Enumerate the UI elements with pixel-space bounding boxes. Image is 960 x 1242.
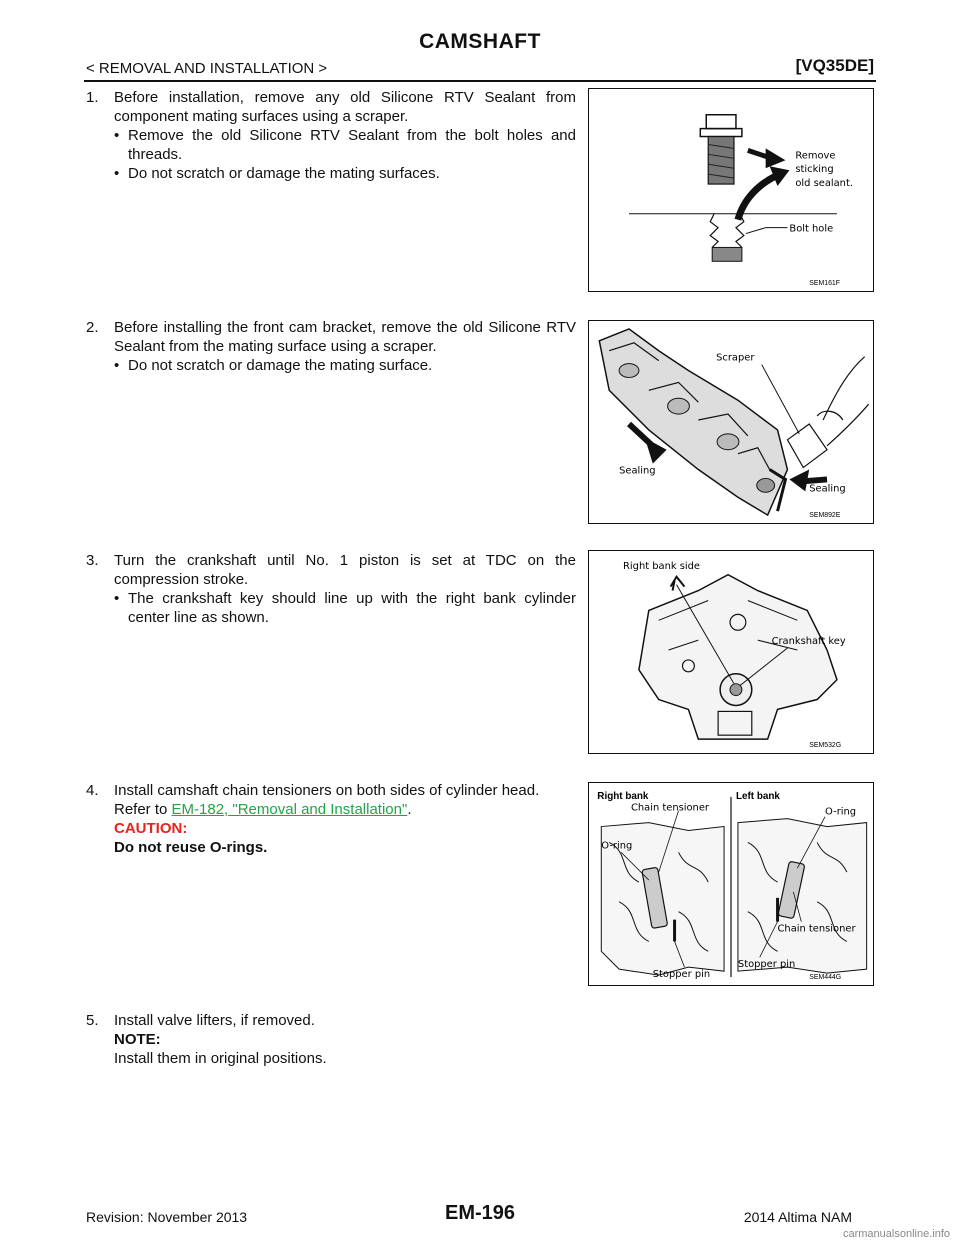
figure-cam-bracket <box>588 320 874 524</box>
step-4 <box>86 781 576 857</box>
refer-line: Refer to EM-182, "Removal and Installation". <box>114 801 412 818</box>
label-right-bank-side: Right bank side <box>623 560 701 572</box>
label-crankshaft-key: Crankshaft key <box>771 636 846 648</box>
cam-bracket-illustration <box>589 321 873 523</box>
figure-code: SEM532G <box>809 742 842 750</box>
step-number: 1. <box>86 89 99 106</box>
bullet-item: • Do not scratch or damage the mating surface. <box>114 357 433 374</box>
label-sticking: sticking <box>795 164 834 176</box>
section-label: < REMOVAL AND INSTALLATION > <box>86 60 328 77</box>
caution-label: CAUTION: <box>114 820 188 837</box>
label-chain-tensioner-left: Chain tensioner <box>777 923 856 935</box>
step-text: Install camshaft chain tensioners on both sides of cylinder head. <box>114 782 540 799</box>
step-text: Before installation, remove any old Silicone RTV Sealant from component mating surfaces using a scraper. <box>114 89 576 125</box>
bullet-item: • Remove the old Silicone RTV Sealant from the bolt holes and threads. <box>114 127 576 163</box>
label-sealing-left: Sealing <box>619 465 656 477</box>
label-scraper: Scraper <box>716 352 755 364</box>
step-5 <box>86 1011 576 1068</box>
label-old-sealant: old sealant. <box>795 178 853 190</box>
ref-link[interactable]: EM-182, "Removal and Installation" <box>171 801 408 818</box>
bullet-item: • The crankshaft key should line up with the right bank cylinder center line as shown. <box>114 590 576 626</box>
bullet-item: • Do not scratch or damage the mating surfaces. <box>114 165 440 182</box>
figure-crankshaft-key <box>588 550 874 754</box>
model-name: 2014 Altima NAM <box>743 1209 852 1225</box>
figure-code: SEM444G <box>809 974 842 982</box>
step-text: Install valve lifters, if removed. <box>114 1012 315 1029</box>
label-right-bank: Right bank <box>597 790 649 802</box>
engine-code: [VQ35DE] <box>795 56 874 75</box>
revision-date: Revision: November 2013 <box>86 1209 248 1225</box>
label-stopper-pin-right: Stopper pin <box>652 969 711 981</box>
note-label: NOTE: <box>114 1031 161 1048</box>
step-number: 3. <box>86 552 99 569</box>
page-number: EM-196 <box>444 1202 516 1224</box>
step-1 <box>86 88 576 183</box>
step-3 <box>86 551 576 627</box>
figure-chain-tensioner <box>588 782 874 986</box>
step-number: 4. <box>86 782 99 799</box>
caution-text: Do not reuse O-rings. <box>114 839 268 856</box>
figure-code: SEM892E <box>809 512 841 520</box>
step-text: Turn the crankshaft until No. 1 piston is set at TDC on the compression stroke. <box>114 552 576 588</box>
label-remove: Remove <box>795 150 836 162</box>
label-sealing-right: Sealing <box>809 483 846 495</box>
figure-code: SEM161F <box>809 280 841 288</box>
header-rule <box>84 80 876 82</box>
step-number: 2. <box>86 319 99 336</box>
page-title: CAMSHAFT <box>419 30 541 53</box>
step-number: 5. <box>86 1012 99 1029</box>
label-o-ring-left: O-ring <box>825 806 857 818</box>
label-chain-tensioner-right: Chain tensioner <box>630 802 709 814</box>
label-o-ring-right: O-ring <box>601 840 633 852</box>
label-bolt-hole: Bolt hole <box>789 223 834 235</box>
step-2 <box>86 318 576 375</box>
label-stopper-pin-left: Stopper pin <box>737 959 796 971</box>
figure-bolt-hole <box>588 88 874 292</box>
chain-tensioner-illustration <box>589 783 873 985</box>
note-text: Install them in original positions. <box>114 1050 327 1067</box>
label-left-bank: Left bank <box>735 790 780 802</box>
engine-front-illustration <box>589 551 873 753</box>
bolt-hole-illustration <box>589 89 873 291</box>
watermark: carmanualsonline.info <box>842 1228 950 1240</box>
step-text: Before installing the front cam bracket, remove the old Silicone RTV Sealant from the mating surface using a scraper. <box>114 319 576 355</box>
